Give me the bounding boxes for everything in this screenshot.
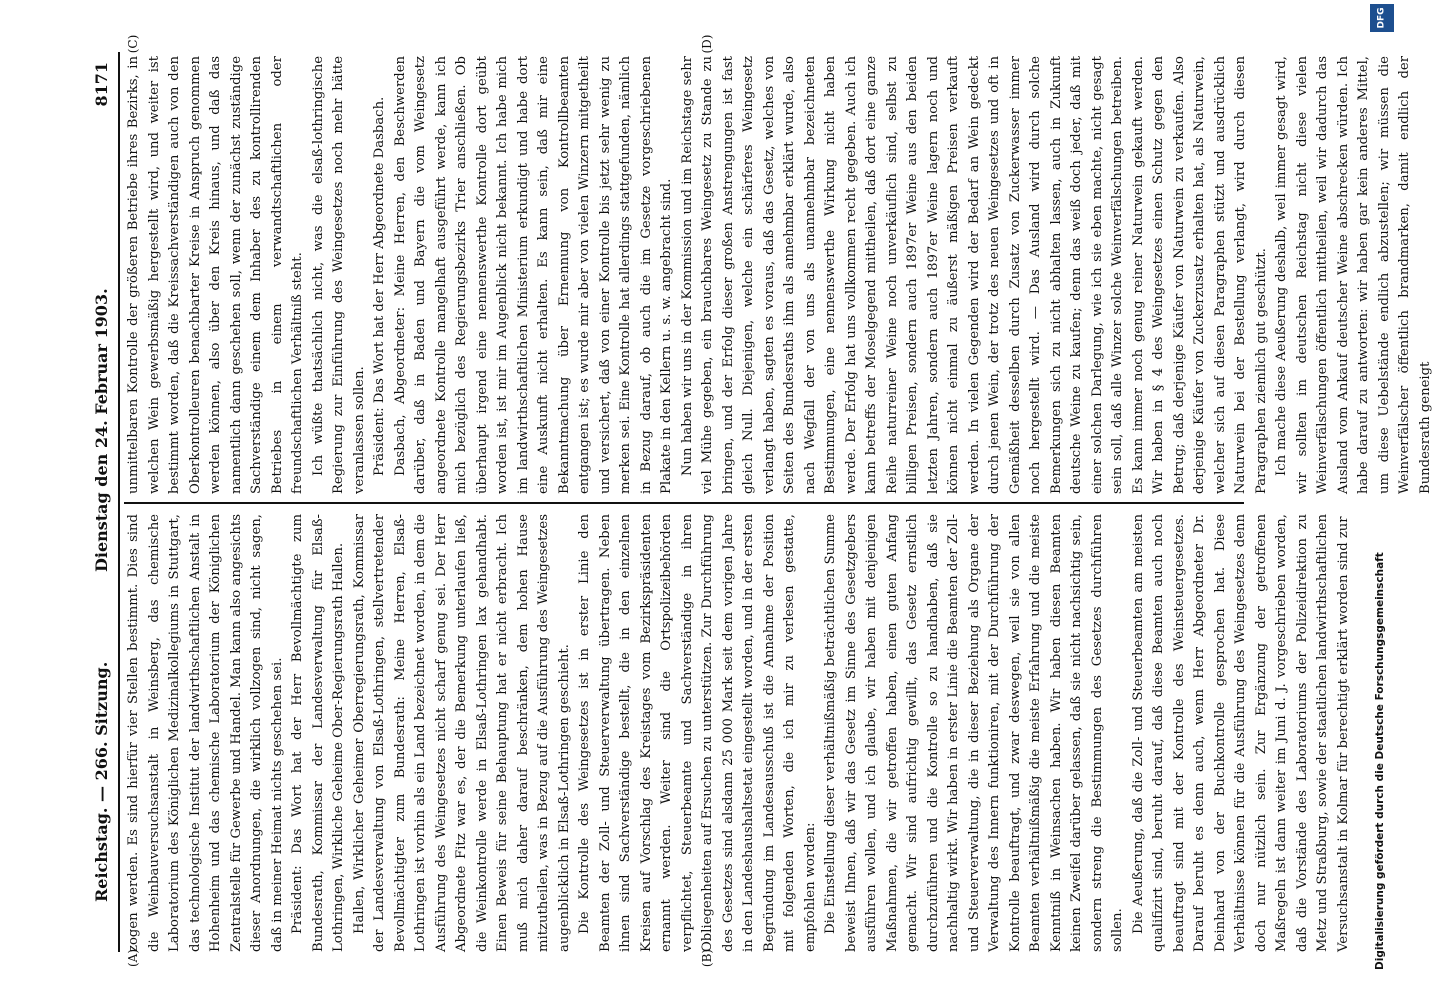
digitization-note-text: Digitalisierung gefördert durch die Deutsche Forschungsgemeinschaft bbox=[1374, 552, 1386, 970]
right-column bbox=[124, 56, 1433, 494]
page-header bbox=[88, 52, 120, 952]
header-date: Dienstag den 24. Februar 1903. bbox=[92, 288, 111, 572]
paragraph: Die Aeußerung, daß die Zoll- und Steuerbeamten am meisten qualifizirt sind, beruht darauf, daß diese Beamten auch noch beauftragt sind mit der Kontrolle des Weinsteuergesetzes. Darauf beruht es denn auch, wenn Herr Abgeordneter Dr. Deinhard von der Buchkontrolle gesprochen hat. Diese Verhältnisse können für die Ausführung des Weingesetzes denn doch nur nützlich sein. Zur Ergänzung der getroffenen Maßregeln ist dann weiter im Juni d. J. vorgeschrieben worden, daß die Vorstände des Laboratoriums der Polizeidirektion zu Metz und Straßburg, sowie der staatlichen landwirthschaftlichen Versuchsanstalt in Kolmar für berechtigt erklärt worden sind zur bbox=[1130, 514, 1351, 952]
paragraph: unmittelbaren Kontrolle der größeren Betriebe ihres Bezirks, in welchen Wein gewerbsmäßig hergestellt wird, und weiter ist bestimmt worden, daß die Kreissachverständigen auch von den Oberkontrolleuren benachbarter Kreise in Anspruch genommen werden können, also über den Kreis hinaus, und daß das namentlich dann geschehen soll, wenn der zunächst zuständige Sachverständige einem dem Inhaber des zu kontrollirenden Betriebes in einem verwandtschaftlichen oder freundschaftlichen Verhältniß steht. bbox=[126, 56, 305, 494]
margin-mark-a: (A) bbox=[126, 948, 140, 968]
margin-mark-d: (D) bbox=[700, 34, 714, 54]
margin-mark-b: (B) bbox=[700, 948, 714, 968]
paragraph: Ich mache diese Aeußerung deshalb, weil immer gesagt wird, wir sollten im deutschen Reichstag nicht diese vielen Weinverfälschungen öffentlich mittheilen, weil wir dadurch das Ausland vom Ankauf deutscher Weine abschrecken würden. Ich habe darauf zu antworten: wir haben gar kein anderes Mittel, um diese Uebelstände endlich abzustellen; wir müssen die Weinverfälscher öffentlich brandmarken, damit endlich der Bundesrath geneigt bbox=[1274, 56, 1433, 494]
paragraph: Präsident: Das Wort hat der Herr Bevollmächtigte zum Bundesrath, Kommissar der Landesverwaltung für Elsaß-Lothringen, Wirkliche Geheime Ober-Regierungsrath Hallen. bbox=[290, 514, 346, 952]
paragraph: Hallen, Wirklicher Geheimer Oberregierungsrath, Kommissar der Landesverwaltung von Elsaß-Lothringen, stellvertretender Bevollmächtigter zum Bundesrath: Meine Herren, Elsaß-Lothringen ist vorhin als ein Land bezeichnet worden, in dem die Ausführung des Weingesetzes nicht scharf genug sei. Der Herr Abgeordnete Fitz war es, der die Bemerkung unterlaufen ließ, die Weinkontrolle werde in Elsaß-Lothringen lax gehandhabt. Einen Beweis für seine Behauptung hat er nicht erbracht. Ich muß mich daher darauf beschränken, dem hohen Hause mitzutheilen, was in Bezug auf die Ausführung des Weingesetzes augenblicklich in Elsaß-Lothringen geschieht. bbox=[351, 514, 572, 952]
paragraph: Präsident: Das Wort hat der Herr Abgeordnete Dasbach. bbox=[372, 96, 387, 476]
column-divider bbox=[124, 502, 1244, 504]
paragraph: Dasbach, Abgeordneter: Meine Herren, den Beschwerden darüber, daß in Baden und Bayern die vom Weingesetz angeordnete Kontrolle mangelhaft ausgeführt werde, kann ich mich bezüglich des Regierungsbezirks Trier anschließen. Ob überhaupt irgend eine nennenswerthe Kontrolle dort geübt worden ist, ist mir im Augenblick nicht bekannt. Ich habe mich im landwirthschaftlichen Ministerium erkundigt und habe dort eine Auskunft nicht erhalten. Es kann sein, daß mir eine Bekanntmachung über Ernennung von Kontrollbeamten entgangen ist; es wurde mir aber von vielen Winzern mitgetheilt und versichert, daß von einer Kontrolle bis jetzt sehr wenig zu merken sei. Eine Kontrolle hat allerdings stattgefunden, nämlich in Bezug darauf, ob auch die im Gesetze vorgeschriebenen Plakate in den Kellern u. s. w. angebracht sind. bbox=[392, 56, 674, 494]
dfg-logo bbox=[1370, 4, 1394, 32]
paragraph: Nun haben wir uns in der Kommission und im Reichstage sehr viel Mühe gegeben, ein brauchbares Weingesetz zu Stande zu bringen, und der Erfolg dieser großen Anstrengungen ist fast gleich Null. Diejenigen, welche ein schärferes Weingesetz verlangt haben, sagten es voraus, daß das Gesetz, welches von Seiten des Bundesraths ihm als annehmbar erklärt wurde, also nach Wegfall der von uns als unannehmbar bezeichneten Bestimmungen, eine nennenswerthe Wirkung nicht haben werde. Der Erfolg hat uns vollkommen recht gegeben. Auch ich kann betreffs der Moselgegend mittheilen, daß dort eine ganze Reihe naturreiner Weine noch unverkäuflich sind, selbst zu billigen Preisen, sondern auch 1897er Weine aus den beiden letzten Jahren, sondern auch 1897er Weine lagern noch und können nicht einmal zu äußerst mäßigen Preisen verkauft werden. In vielen Gegenden wird der Bedarf an Wein gedeckt durch jenen Wein, der trotz des neuen Weingesetzes und oft in Gemäßheit desselben durch Zusatz von Zuckerwasser immer noch hergestellt wird. — Das Ausland wird durch solche Bemerkungen sich zu nicht abhalten lassen, auch in Zukunft deutsche Weine zu kaufen; denn das weiß doch jeder, daß mit einer solchen Darlegung, wie ich sie eben machte, nicht gesagt sein soll, daß alle Winzer solche Weinverfälschungen betreiben. Es kann immer noch genug reiner Naturwein gekauft werden. Wir haben in § 4 des Weingesetzes einen Schutz gegen den Betrug; daß derjenige Käufer von Naturwein zu verkaufen. Also derjenige Käufer von Zuckerzusatz erhalten hat, als Naturwein, welcher sich auf diesen Paragraphen stützt und ausdrücklich Naturwein bei der Bestellung verlangt, wird durch diesen Paragraphen ziemlich gut geschützt. bbox=[679, 56, 1269, 494]
dfg-logo-text: DFG bbox=[1376, 7, 1387, 29]
paragraph: Die Kontrolle des Weingesetzes ist in erster Linie den Beamten der Zoll- und Steuerverwaltung übertragen. Neben ihnen sind Sachverständige bestellt, die in den einzelnen Kreisen auf Vorschlag des Kreistages vom Bezirkspräsidenten ernannt werden. Weiter sind die Ortspolizeibehörden verpflichtet, Steuerbeamte und Sachverständige in ihren Obliegenheiten auf Ersuchen zu unterstützen. Zur Durchführung des Gesetzes sind alsdann 25 000 Mark seit dem vorigen Jahre in den Landeshaushaltsetat eingestellt worden, und in der ersten Begründung im Landesausschuß ist die Annahme der Position mit folgenden Worten, die ich mir zu verlesen gestatte, empfohlen worden: bbox=[577, 514, 818, 952]
header-session: Reichstag. — 266. Sitzung. bbox=[92, 661, 111, 902]
paragraph: zogen werden. Es sind hierfür vier Stellen bestimmt. Dies sind die Weinbauversuchsanstalt in Weinsberg, das chemische Laboratorium des Königlichen Medizinalkollegiums in Stuttgart, das technologische Institut der landwirthschaftlichen Anstalt in Hohenheim und das chemische Laboratorium der Königlichen Zentralstelle für Gewerbe und Handel. Man kann also angesichts dieser Anordnungen, die wirklich vollzogen sind, nicht sagen, daß in meiner Heimat nichts geschehen sei. bbox=[126, 514, 285, 952]
digitization-note bbox=[1368, 20, 1394, 980]
paragraph: Ich wüßte thatsächlich nicht, was die elsaß-lothringische Regierung zur Einführung des Weingesetzes noch mehr hätte veranlassen sollen. bbox=[310, 56, 367, 494]
header-page-number: 8171 bbox=[92, 62, 111, 107]
quoted-paragraph: Die Einstellung dieser verhältnißmäßig beträchtlichen Summe beweist Ihnen, daß wir das Gesetz im Sinne des Gesetzgebers ausführen wollen, und ich glaube, wir haben mit denjenigen Maßnahmen, die wir getroffen haben, einen guten Anfang gemacht. Wir sind aufrichtig gewillt, das Gesetz ernstlich durchzuführen und die Kontrolle so zu handhaben, daß sie nachhaltig wirkt. Wir haben in erster Linie die Beamten der Zoll- und Steuerverwaltung, die in dieser Beziehung als Organe der Verwaltung des Innern funktioniren, mit der Durchführung der Kontrolle beauftragt, und zwar deswegen, weil sie von allen Beamten verhältnißmäßig die meiste Erfahrung und die meiste Kenntniß in Weinsachen haben. Wir haben diesen Beamten keinen Zweifel darüber gelassen, daß sie nicht nachsichtig sein, sondern streng die Bestimmungen des Gesetzes durchführen sollen. bbox=[823, 514, 1125, 952]
left-column bbox=[124, 514, 1351, 952]
margin-mark-c: (C) bbox=[126, 34, 140, 54]
